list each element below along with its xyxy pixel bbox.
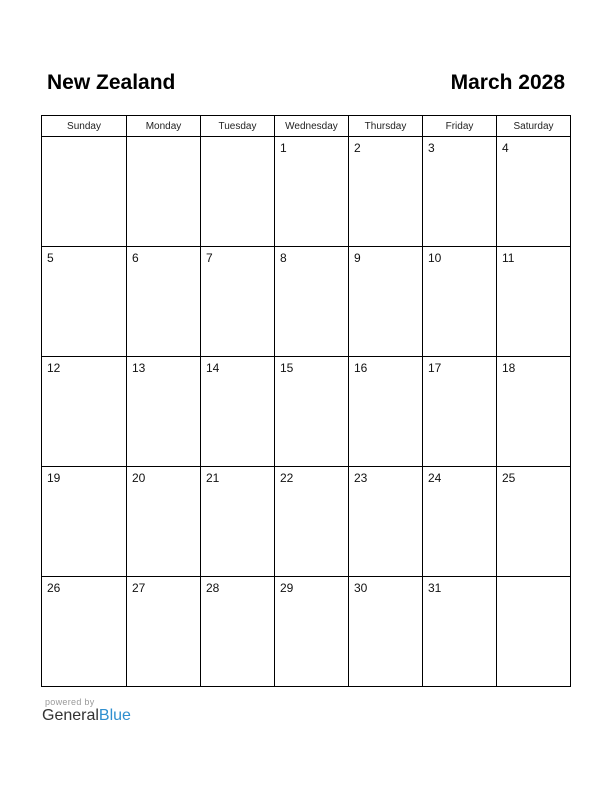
day-cell <box>201 577 275 687</box>
day-cell <box>275 357 349 467</box>
week-row <box>42 137 571 247</box>
day-cell <box>275 577 349 687</box>
day-cell <box>201 247 275 357</box>
day-number: 31 <box>428 581 442 595</box>
day-number: 2 <box>354 141 361 155</box>
day-cell <box>423 577 497 687</box>
day-number: 23 <box>354 471 368 485</box>
day-cell <box>349 247 423 357</box>
day-number <box>42 137 126 141</box>
day-cell <box>423 467 497 577</box>
day-number: 3 <box>428 141 435 155</box>
day-cell <box>127 247 201 357</box>
day-cell <box>42 247 127 357</box>
week-row <box>42 467 571 577</box>
day-number: 9 <box>354 251 361 265</box>
day-number <box>201 137 274 141</box>
day-number <box>497 577 570 581</box>
day-cell <box>42 137 127 247</box>
day-number: 21 <box>206 471 220 485</box>
day-cell <box>349 467 423 577</box>
day-cell <box>127 137 201 247</box>
day-number: 6 <box>132 251 139 265</box>
day-cell <box>275 137 349 247</box>
weekday-thursday: Thursday <box>349 116 423 137</box>
day-number: 15 <box>280 361 294 375</box>
day-number: 19 <box>47 471 61 485</box>
day-number: 26 <box>47 581 61 595</box>
day-cell <box>127 577 201 687</box>
day-cell <box>349 137 423 247</box>
day-cell <box>127 467 201 577</box>
day-number: 10 <box>428 251 442 265</box>
week-row <box>42 357 571 467</box>
weekday-wednesday: Wednesday <box>275 116 349 137</box>
day-cell <box>42 577 127 687</box>
day-cell <box>349 357 423 467</box>
week-row <box>42 577 571 687</box>
day-number: 5 <box>47 251 54 265</box>
day-cell <box>497 357 571 467</box>
weekday-monday: Monday <box>127 116 201 137</box>
day-number: 14 <box>206 361 220 375</box>
day-cell <box>42 467 127 577</box>
day-number <box>127 137 200 141</box>
day-number: 17 <box>428 361 442 375</box>
weekday-friday: Friday <box>423 116 497 137</box>
weekday-tuesday: Tuesday <box>201 116 275 137</box>
day-cell <box>423 247 497 357</box>
calendar-grid <box>41 115 571 687</box>
day-number: 4 <box>502 141 509 155</box>
day-cell <box>201 467 275 577</box>
day-cell <box>497 247 571 357</box>
weekday-header-row <box>42 116 571 137</box>
generalblue-logo <box>42 707 131 725</box>
week-row <box>42 247 571 357</box>
day-number: 24 <box>428 471 442 485</box>
day-cell <box>275 467 349 577</box>
day-number: 18 <box>502 361 516 375</box>
day-number: 30 <box>354 581 368 595</box>
day-cell <box>201 357 275 467</box>
day-number: 13 <box>132 361 146 375</box>
day-cell <box>42 357 127 467</box>
weekday-saturday: Saturday <box>497 116 571 137</box>
day-number: 12 <box>47 361 61 375</box>
footer-branding <box>42 697 131 725</box>
day-cell <box>349 577 423 687</box>
day-number: 29 <box>280 581 294 595</box>
day-cell <box>201 137 275 247</box>
brand-blue-text: Blue <box>98 707 131 724</box>
day-number: 28 <box>206 581 220 595</box>
day-number: 8 <box>280 251 287 265</box>
day-cell <box>423 137 497 247</box>
day-cell <box>497 467 571 577</box>
day-cell <box>423 357 497 467</box>
day-number: 27 <box>132 581 146 595</box>
day-cell <box>275 247 349 357</box>
day-number: 25 <box>502 471 516 485</box>
month-title: March 2028 <box>450 71 565 94</box>
day-number: 7 <box>206 251 213 265</box>
day-number: 1 <box>280 141 287 155</box>
day-number: 22 <box>280 471 294 485</box>
day-cell <box>497 577 571 687</box>
powered-by-label: powered by <box>45 697 95 707</box>
day-number: 11 <box>502 251 515 265</box>
day-cell <box>497 137 571 247</box>
day-number: 20 <box>132 471 146 485</box>
weekday-sunday: Sunday <box>42 116 127 137</box>
day-number: 16 <box>354 361 368 375</box>
day-cell <box>127 357 201 467</box>
country-title: New Zealand <box>47 71 176 94</box>
brand-general-text: General <box>42 707 99 724</box>
